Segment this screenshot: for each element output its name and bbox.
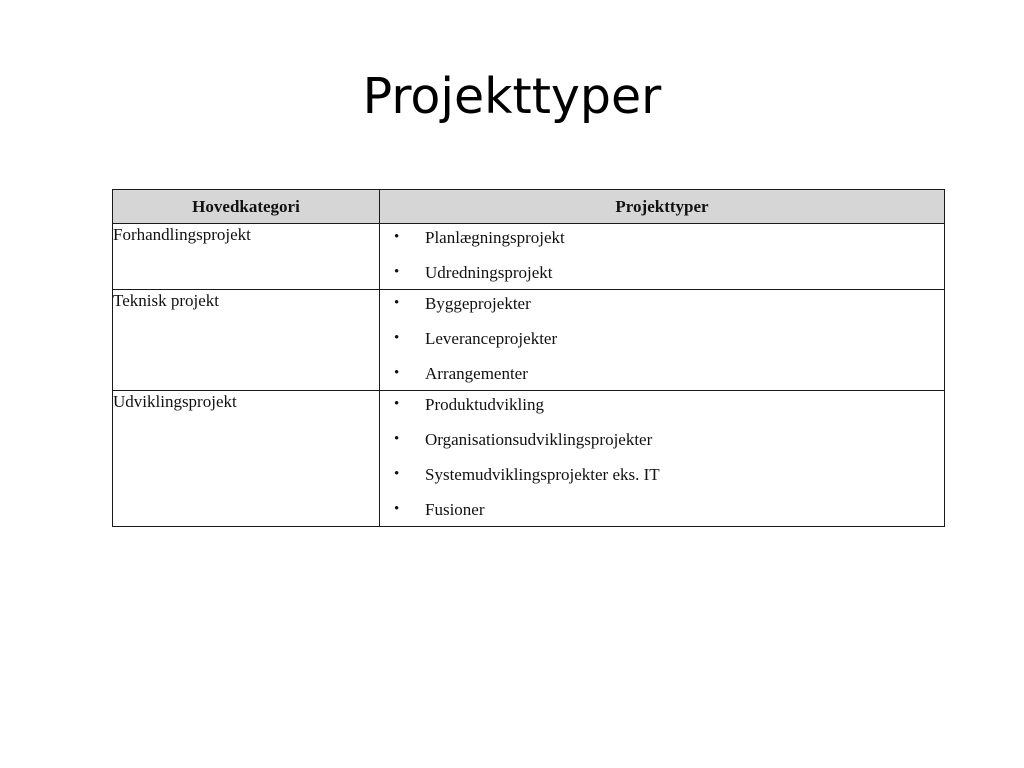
list-item-label: Fusioner	[425, 500, 485, 519]
types-cell	[380, 224, 945, 290]
types-cell	[380, 290, 945, 391]
table-row	[113, 224, 945, 290]
list-item-label: Planlægningsprojekt	[425, 228, 565, 247]
list-item	[380, 224, 944, 259]
list-item	[380, 426, 944, 461]
project-types-table	[112, 189, 945, 527]
bullet-icon: •	[394, 396, 400, 412]
list-item-label: Byggeprojekter	[425, 294, 531, 313]
list-item	[380, 259, 944, 289]
bullet-icon: •	[394, 330, 400, 346]
bullet-icon: •	[394, 466, 400, 482]
bullet-icon: •	[394, 365, 400, 381]
list-item	[380, 290, 944, 325]
table-row	[113, 391, 945, 527]
list-item	[380, 496, 944, 526]
bullet-icon: •	[394, 229, 400, 245]
list-item-label: Systemudviklingsprojekter eks. IT	[425, 465, 660, 484]
list-item	[380, 325, 944, 360]
table-header-row	[113, 190, 945, 224]
list-item	[380, 461, 944, 496]
type-list	[380, 224, 944, 289]
slide-title: Projekttyper	[362, 68, 662, 125]
type-list	[380, 290, 944, 390]
table-row	[113, 290, 945, 391]
header-main-category: Hovedkategori	[113, 190, 380, 224]
bullet-icon: •	[394, 431, 400, 447]
list-item-label: Leveranceprojekter	[425, 329, 558, 348]
bullet-icon: •	[394, 295, 400, 311]
list-item	[380, 391, 944, 426]
bullet-icon: •	[394, 501, 400, 517]
list-item-label: Udredningsprojekt	[425, 263, 553, 282]
category-cell: Teknisk projekt	[113, 290, 380, 391]
type-list	[380, 391, 944, 526]
types-cell	[380, 391, 945, 527]
category-cell: Udviklingsprojekt	[113, 391, 380, 527]
bullet-icon: •	[394, 264, 400, 280]
list-item-label: Organisationsudviklingsprojekter	[425, 430, 653, 449]
category-cell: Forhandlingsprojekt	[113, 224, 380, 290]
list-item	[380, 360, 944, 390]
list-item-label: Arrangementer	[425, 364, 528, 383]
header-project-types: Projekttyper	[380, 190, 945, 224]
list-item-label: Produktudvikling	[425, 395, 545, 414]
